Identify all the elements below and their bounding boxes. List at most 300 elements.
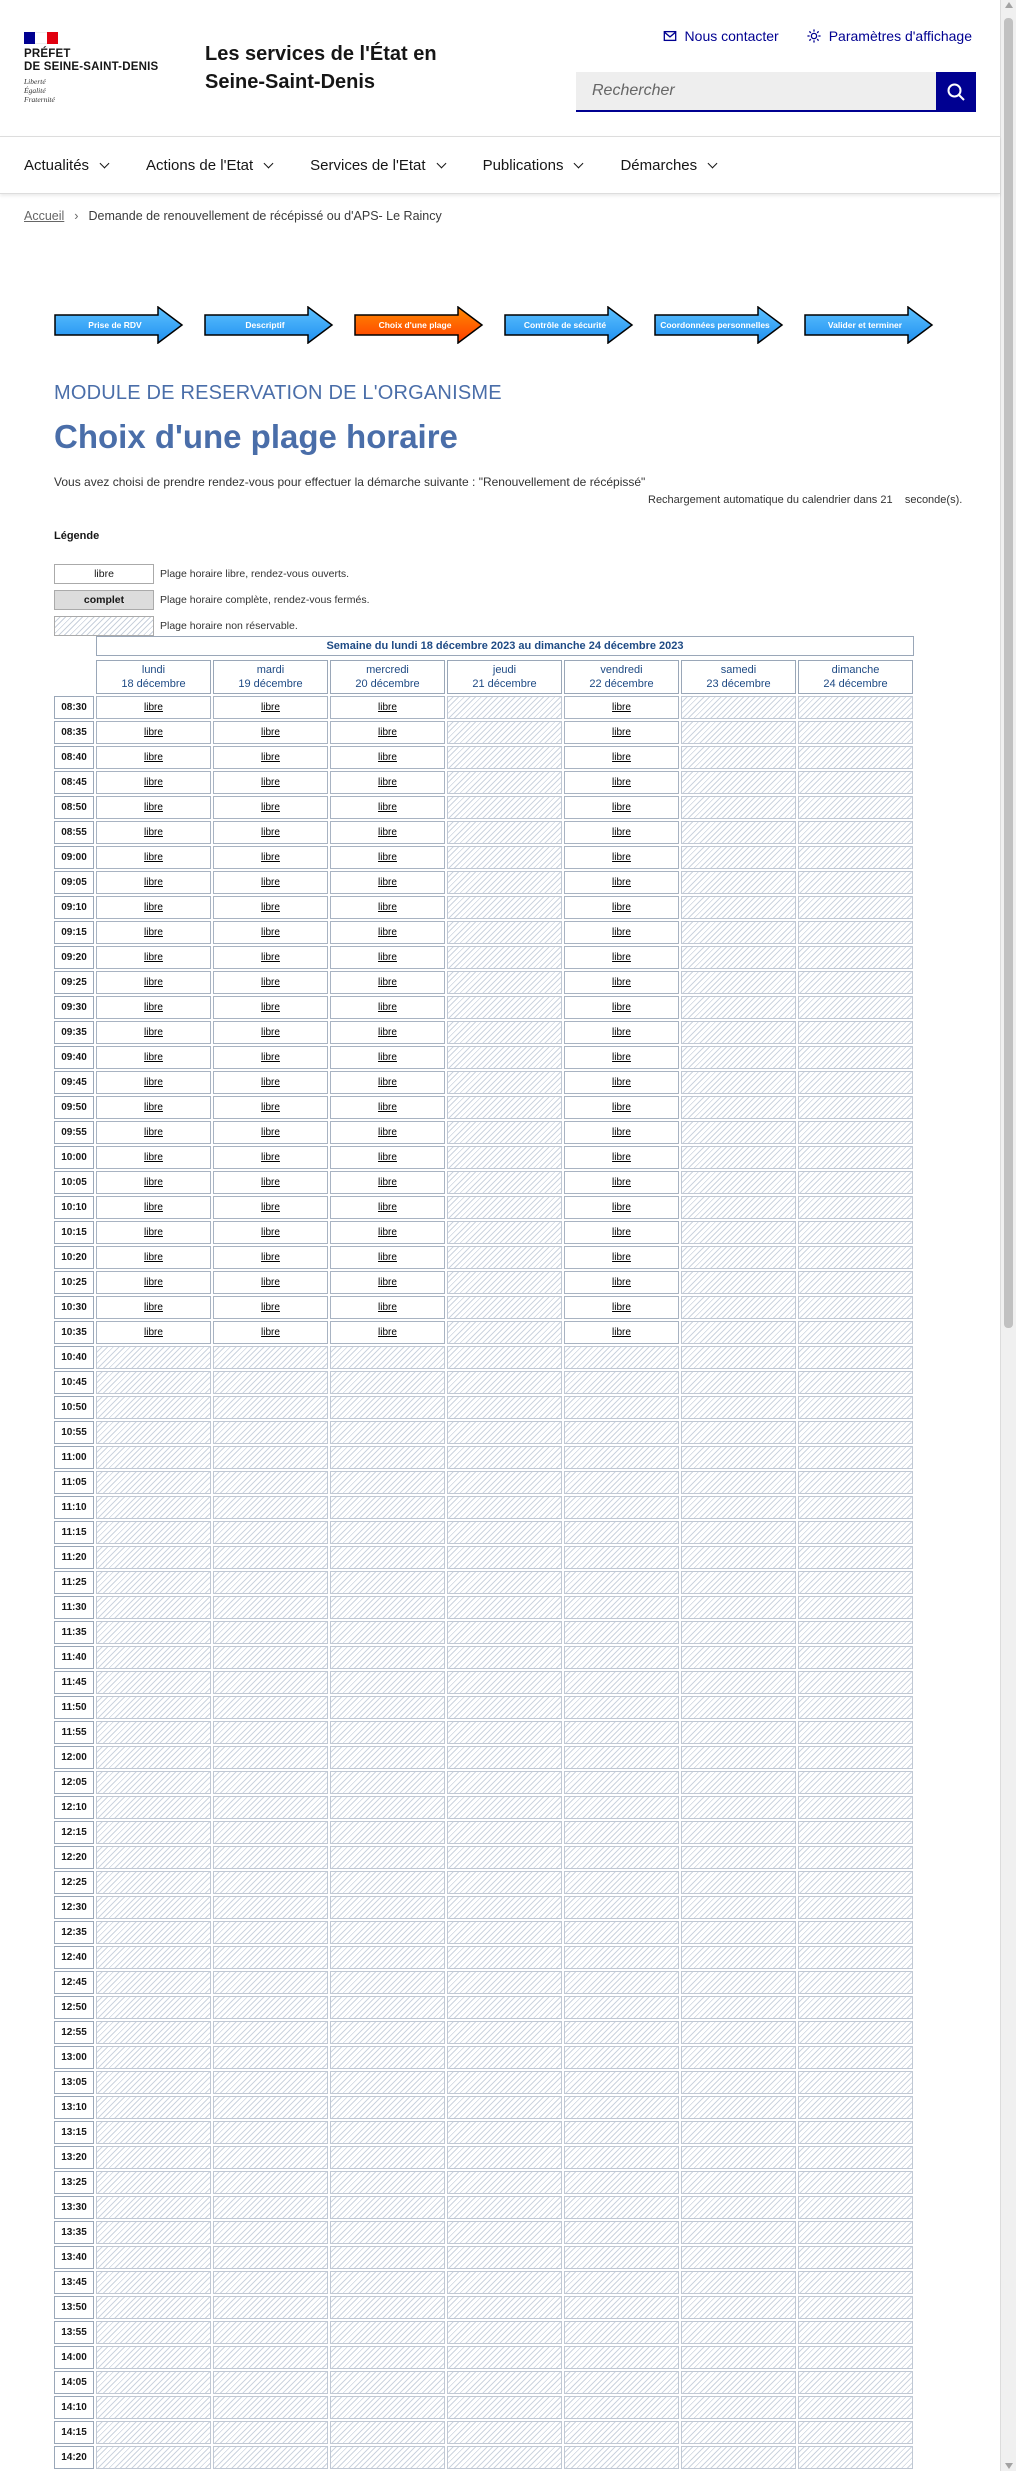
slot-unavailable: [681, 2271, 796, 2294]
calendar-row: [54, 1621, 915, 1644]
slot-link[interactable]: libre: [612, 727, 631, 738]
prefet-logo[interactable]: [24, 32, 174, 104]
slot-link[interactable]: libre: [144, 1027, 163, 1038]
header-tools: [663, 28, 972, 44]
slot-unavailable: [681, 946, 796, 969]
slot-free[interactable]: [330, 846, 445, 869]
slot-link[interactable]: libre: [261, 852, 280, 863]
slot-unavailable: [447, 1721, 562, 1744]
slot-link[interactable]: libre: [144, 1077, 163, 1088]
slot-unavailable: [447, 1321, 562, 1344]
slot-unavailable: [798, 846, 913, 869]
contact-link[interactable]: Nous contacter: [663, 28, 779, 44]
slot-link[interactable]: libre: [261, 1077, 280, 1088]
slot-free[interactable]: [213, 1246, 328, 1269]
logo-motto: Liberté Égalité Fraternité: [24, 77, 55, 104]
slot-link[interactable]: libre: [378, 1177, 397, 1188]
slot-link[interactable]: libre: [378, 1252, 397, 1263]
slot-free[interactable]: [213, 1046, 328, 1069]
calendar-row: [54, 2296, 915, 2319]
slot-free[interactable]: [564, 946, 679, 969]
slot-link[interactable]: libre: [378, 1077, 397, 1088]
slot-free[interactable]: [564, 1071, 679, 1094]
slot-link[interactable]: libre: [612, 852, 631, 863]
slot-link[interactable]: libre: [612, 927, 631, 938]
slot-free[interactable]: [564, 1221, 679, 1244]
slot-unavailable: [213, 2046, 328, 2069]
slot-link[interactable]: libre: [144, 752, 163, 763]
slot-unavailable: [213, 2396, 328, 2419]
slot-link[interactable]: libre: [261, 902, 280, 913]
slot-free[interactable]: [564, 971, 679, 994]
slot-free[interactable]: [564, 1271, 679, 1294]
slot-unavailable: [798, 1296, 913, 1319]
slot-link[interactable]: libre: [378, 1052, 397, 1063]
slot-free[interactable]: [96, 746, 211, 769]
slot-free[interactable]: [96, 1296, 211, 1319]
slot-free[interactable]: [330, 746, 445, 769]
slot-free[interactable]: [564, 1096, 679, 1119]
slot-link[interactable]: libre: [612, 977, 631, 988]
slot-free[interactable]: [96, 921, 211, 944]
scroll-up-icon[interactable]: [1005, 2, 1013, 8]
slot-link[interactable]: libre: [261, 1002, 280, 1013]
slot-unavailable: [681, 2321, 796, 2344]
slot-free[interactable]: [564, 746, 679, 769]
slot-free[interactable]: [330, 1021, 445, 1044]
slot-free[interactable]: [330, 771, 445, 794]
slot-unavailable: [330, 1521, 445, 1544]
slot-link[interactable]: libre: [261, 827, 280, 838]
slot-link[interactable]: libre: [261, 927, 280, 938]
time-label: 09:35: [54, 1021, 94, 1044]
slot-free[interactable]: [96, 696, 211, 719]
slot-link[interactable]: libre: [612, 1302, 631, 1313]
time-label: 12:40: [54, 1946, 94, 1969]
slot-unavailable: [447, 1421, 562, 1444]
slot-link[interactable]: libre: [144, 1252, 163, 1263]
slot-link[interactable]: libre: [378, 1302, 397, 1313]
slot-free[interactable]: [330, 1221, 445, 1244]
slot-link[interactable]: libre: [261, 727, 280, 738]
slot-free[interactable]: [564, 771, 679, 794]
slot-free[interactable]: [213, 1171, 328, 1194]
slot-free[interactable]: [330, 1321, 445, 1344]
slot-link[interactable]: libre: [378, 727, 397, 738]
slot-free[interactable]: [330, 896, 445, 919]
slot-link[interactable]: libre: [261, 702, 280, 713]
slot-link[interactable]: libre: [378, 702, 397, 713]
slot-link[interactable]: libre: [378, 802, 397, 813]
slot-link[interactable]: libre: [261, 802, 280, 813]
slot-link[interactable]: libre: [261, 1102, 280, 1113]
slot-link[interactable]: libre: [612, 1177, 631, 1188]
slot-link[interactable]: libre: [261, 1027, 280, 1038]
slot-unavailable: [681, 1371, 796, 1394]
slot-free[interactable]: [564, 871, 679, 894]
slot-free[interactable]: [96, 821, 211, 844]
slot-unavailable: [681, 1021, 796, 1044]
slot-free[interactable]: [564, 1196, 679, 1219]
slot-free[interactable]: [330, 721, 445, 744]
scrollbar-thumb[interactable]: [1004, 18, 1013, 1328]
slot-free[interactable]: [564, 821, 679, 844]
slot-link[interactable]: libre: [261, 1327, 280, 1338]
slot-unavailable: [96, 1896, 211, 1919]
slot-link[interactable]: libre: [612, 1227, 631, 1238]
slot-link[interactable]: libre: [144, 1277, 163, 1288]
slot-free[interactable]: [564, 696, 679, 719]
slot-link[interactable]: libre: [378, 777, 397, 788]
slot-unavailable: [681, 821, 796, 844]
slot-link[interactable]: libre: [144, 952, 163, 963]
slot-link[interactable]: libre: [378, 1127, 397, 1138]
slot-link[interactable]: libre: [261, 1202, 280, 1213]
slot-free[interactable]: [330, 1171, 445, 1194]
slot-link[interactable]: libre: [378, 952, 397, 963]
slot-link[interactable]: libre: [612, 1127, 631, 1138]
slot-link[interactable]: libre: [144, 777, 163, 788]
slot-unavailable: [564, 2346, 679, 2369]
slot-free[interactable]: [96, 1171, 211, 1194]
slot-free[interactable]: [330, 821, 445, 844]
slot-unavailable: [96, 2171, 211, 2194]
slot-free[interactable]: [213, 871, 328, 894]
slot-unavailable: [330, 2346, 445, 2369]
slot-free[interactable]: [213, 971, 328, 994]
slot-unavailable: [447, 2096, 562, 2119]
slot-link[interactable]: libre: [144, 1127, 163, 1138]
slot-free[interactable]: [213, 1121, 328, 1144]
slot-link[interactable]: libre: [144, 1152, 163, 1163]
nav-item-demarches[interactable]: Démarches: [620, 157, 716, 174]
slot-link[interactable]: libre: [144, 1102, 163, 1113]
slot-unavailable: [330, 1496, 445, 1519]
time-label: 10:25: [54, 1271, 94, 1294]
slot-link[interactable]: libre: [261, 752, 280, 763]
slot-unavailable: [681, 1996, 796, 2019]
slot-unavailable: [798, 2296, 913, 2319]
slot-link[interactable]: libre: [612, 1202, 631, 1213]
slot-free[interactable]: [96, 1321, 211, 1344]
slot-free[interactable]: [213, 696, 328, 719]
slot-unavailable: [330, 1471, 445, 1494]
slot-free[interactable]: [564, 1121, 679, 1144]
slot-free[interactable]: [213, 1096, 328, 1119]
slot-unavailable: [798, 2046, 913, 2069]
slot-free[interactable]: [96, 771, 211, 794]
legend-row-full: [54, 587, 370, 613]
slot-link[interactable]: libre: [378, 752, 397, 763]
slot-link[interactable]: libre: [378, 927, 397, 938]
slot-link[interactable]: libre: [144, 827, 163, 838]
slot-unavailable: [798, 2321, 913, 2344]
slot-free[interactable]: [330, 1296, 445, 1319]
slot-link[interactable]: libre: [378, 1102, 397, 1113]
slot-link[interactable]: libre: [144, 727, 163, 738]
slot-free[interactable]: [96, 871, 211, 894]
slot-link[interactable]: libre: [612, 1252, 631, 1263]
slot-free[interactable]: [330, 971, 445, 994]
slot-link[interactable]: libre: [612, 1277, 631, 1288]
slot-link[interactable]: libre: [612, 702, 631, 713]
nav-item-publications[interactable]: Publications: [483, 157, 583, 174]
slot-link[interactable]: libre: [612, 1152, 631, 1163]
slot-unavailable: [447, 1046, 562, 1069]
calendar-row: [54, 1796, 915, 1819]
slot-free[interactable]: [96, 971, 211, 994]
slot-link[interactable]: libre: [261, 1302, 280, 1313]
slot-free[interactable]: [564, 1296, 679, 1319]
slot-link[interactable]: libre: [144, 1052, 163, 1063]
slot-unavailable: [681, 2246, 796, 2269]
calendar-row: [54, 1871, 915, 1894]
slot-free[interactable]: [96, 1271, 211, 1294]
slot-link[interactable]: libre: [378, 1002, 397, 1013]
slot-link[interactable]: libre: [144, 802, 163, 813]
nav-item-services[interactable]: Services de l'Etat: [310, 157, 444, 174]
slot-unavailable: [798, 1721, 913, 1744]
slot-link[interactable]: libre: [144, 877, 163, 888]
slot-link[interactable]: libre: [612, 802, 631, 813]
slot-unavailable: [798, 1221, 913, 1244]
slot-link[interactable]: libre: [261, 952, 280, 963]
breadcrumb-home[interactable]: Accueil: [24, 209, 65, 223]
slot-link[interactable]: libre: [612, 952, 631, 963]
slot-link[interactable]: libre: [144, 1177, 163, 1188]
calendar-row: [54, 696, 915, 719]
slot-link[interactable]: libre: [144, 977, 163, 988]
slot-link[interactable]: libre: [378, 1027, 397, 1038]
calendar: [54, 636, 915, 2471]
slot-link[interactable]: libre: [261, 1052, 280, 1063]
slot-free[interactable]: [96, 1221, 211, 1244]
slot-free[interactable]: [96, 1146, 211, 1169]
nav-item-actualites[interactable]: Actualités: [24, 157, 108, 174]
slot-link[interactable]: libre: [144, 702, 163, 713]
slot-link[interactable]: libre: [261, 1177, 280, 1188]
slot-free[interactable]: [96, 946, 211, 969]
slot-free[interactable]: [96, 796, 211, 819]
slot-link[interactable]: libre: [612, 1052, 631, 1063]
slot-link[interactable]: libre: [612, 1002, 631, 1013]
slot-unavailable: [798, 2121, 913, 2144]
slot-free[interactable]: [564, 796, 679, 819]
slot-free[interactable]: [564, 1021, 679, 1044]
slot-link[interactable]: libre: [261, 877, 280, 888]
slot-free[interactable]: [96, 1196, 211, 1219]
slot-link[interactable]: libre: [378, 977, 397, 988]
slot-unavailable: [330, 1621, 445, 1644]
slot-free[interactable]: [213, 721, 328, 744]
slot-free[interactable]: [330, 1271, 445, 1294]
scroll-down-icon[interactable]: [1005, 2463, 1013, 2469]
slot-link[interactable]: libre: [378, 902, 397, 913]
slot-free[interactable]: [564, 1171, 679, 1194]
slot-free[interactable]: [330, 1046, 445, 1069]
slot-unavailable: [447, 2221, 562, 2244]
slot-unavailable: [96, 1971, 211, 1994]
slot-link[interactable]: libre: [378, 1327, 397, 1338]
slot-link[interactable]: libre: [261, 1127, 280, 1138]
slot-free[interactable]: [96, 1046, 211, 1069]
slot-free[interactable]: [213, 1271, 328, 1294]
slot-free[interactable]: [330, 1146, 445, 1169]
calendar-row: [54, 2146, 915, 2169]
slot-free[interactable]: [330, 796, 445, 819]
day-header: mercredi 20 décembre: [330, 660, 445, 694]
slot-free[interactable]: [96, 1246, 211, 1269]
slot-free[interactable]: [330, 1246, 445, 1269]
slot-link[interactable]: libre: [378, 827, 397, 838]
slot-link[interactable]: libre: [144, 1002, 163, 1013]
slot-unavailable: [213, 1471, 328, 1494]
slot-free[interactable]: [330, 1196, 445, 1219]
slot-link[interactable]: libre: [612, 1027, 631, 1038]
slot-free[interactable]: [213, 1196, 328, 1219]
slot-link[interactable]: libre: [144, 902, 163, 913]
slot-unavailable: [564, 1596, 679, 1619]
calendar-row: [54, 1246, 915, 1269]
slot-free[interactable]: [213, 746, 328, 769]
slot-free[interactable]: [213, 771, 328, 794]
slot-link[interactable]: libre: [612, 827, 631, 838]
slot-link[interactable]: libre: [378, 877, 397, 888]
slot-free[interactable]: [330, 871, 445, 894]
display-settings-link[interactable]: Paramètres d'affichage: [807, 28, 972, 44]
calendar-row: [54, 896, 915, 919]
slot-free[interactable]: [96, 896, 211, 919]
slot-link[interactable]: libre: [144, 1202, 163, 1213]
slot-link[interactable]: libre: [378, 1202, 397, 1213]
slot-unavailable: [681, 1871, 796, 1894]
slot-link[interactable]: libre: [261, 977, 280, 988]
time-label: 10:55: [54, 1421, 94, 1444]
slot-free[interactable]: [564, 896, 679, 919]
slot-link[interactable]: libre: [261, 1252, 280, 1263]
slot-unavailable: [447, 2346, 562, 2369]
slot-free[interactable]: [213, 896, 328, 919]
slot-link[interactable]: libre: [144, 927, 163, 938]
slot-link[interactable]: libre: [612, 1102, 631, 1113]
slot-free[interactable]: [330, 1121, 445, 1144]
slot-unavailable: [798, 1771, 913, 1794]
slot-free[interactable]: [96, 1071, 211, 1094]
slot-link[interactable]: libre: [378, 852, 397, 863]
slot-link[interactable]: libre: [612, 752, 631, 763]
nav-item-actions[interactable]: Actions de l'Etat: [146, 157, 272, 174]
slot-unavailable: [447, 1971, 562, 1994]
slot-free[interactable]: [330, 696, 445, 719]
slot-unavailable: [681, 1921, 796, 1944]
search-input[interactable]: Rechercher: [576, 72, 936, 112]
slot-free[interactable]: [213, 996, 328, 1019]
slot-link[interactable]: libre: [612, 777, 631, 788]
slot-link[interactable]: libre: [261, 1227, 280, 1238]
calendar-row: [54, 2371, 915, 2394]
slot-free[interactable]: [213, 821, 328, 844]
calendar-row: [54, 1071, 915, 1094]
slot-link[interactable]: libre: [144, 852, 163, 863]
slot-free[interactable]: [330, 946, 445, 969]
slot-free[interactable]: [213, 921, 328, 944]
slot-free[interactable]: [564, 1146, 679, 1169]
slot-link[interactable]: libre: [144, 1302, 163, 1313]
slot-unavailable: [798, 1621, 913, 1644]
slot-free[interactable]: [213, 1221, 328, 1244]
slot-unavailable: [798, 721, 913, 744]
page-scrollbar[interactable]: [1000, 0, 1016, 2471]
slot-free[interactable]: [330, 1071, 445, 1094]
slot-unavailable: [681, 846, 796, 869]
slot-link[interactable]: libre: [261, 777, 280, 788]
slot-free[interactable]: [330, 996, 445, 1019]
search-button[interactable]: [936, 72, 976, 112]
slot-link[interactable]: libre: [612, 1077, 631, 1088]
slot-free[interactable]: [564, 921, 679, 944]
slot-link[interactable]: libre: [612, 902, 631, 913]
slot-link[interactable]: libre: [261, 1277, 280, 1288]
slot-link[interactable]: libre: [612, 877, 631, 888]
slot-link[interactable]: libre: [378, 1152, 397, 1163]
slot-unavailable: [213, 2446, 328, 2469]
slot-free[interactable]: [564, 996, 679, 1019]
slot-unavailable: [681, 1896, 796, 1919]
slot-free[interactable]: [213, 1146, 328, 1169]
slot-free[interactable]: [96, 1096, 211, 1119]
slot-free[interactable]: [564, 1246, 679, 1269]
slot-link[interactable]: libre: [144, 1227, 163, 1238]
time-label: 10:50: [54, 1396, 94, 1419]
slot-unavailable: [330, 1821, 445, 1844]
time-label: 13:40: [54, 2246, 94, 2269]
site-title[interactable]: Les services de l'État en Seine-Saint-Denis: [205, 43, 437, 93]
slot-unavailable: [564, 1671, 679, 1694]
slot-free[interactable]: [96, 721, 211, 744]
slot-free[interactable]: [96, 1121, 211, 1144]
slot-free[interactable]: [213, 1296, 328, 1319]
time-label: 13:35: [54, 2221, 94, 2244]
slot-link[interactable]: libre: [144, 1327, 163, 1338]
slot-free[interactable]: [330, 1096, 445, 1119]
slot-link[interactable]: libre: [261, 1152, 280, 1163]
slot-unavailable: [564, 1521, 679, 1544]
slot-free[interactable]: [213, 1021, 328, 1044]
slot-link[interactable]: libre: [378, 1277, 397, 1288]
slot-free[interactable]: [213, 796, 328, 819]
slot-free[interactable]: [213, 846, 328, 869]
slot-unavailable: [96, 1946, 211, 1969]
slot-free[interactable]: [564, 1321, 679, 1344]
slot-unavailable: [564, 1996, 679, 2019]
slot-free[interactable]: [213, 1321, 328, 1344]
slot-free[interactable]: [213, 1071, 328, 1094]
slot-unavailable: [330, 1596, 445, 1619]
slot-link[interactable]: libre: [378, 1227, 397, 1238]
slot-free[interactable]: [330, 921, 445, 944]
slot-free[interactable]: [564, 1046, 679, 1069]
slot-free[interactable]: [96, 846, 211, 869]
slot-unavailable: [213, 1971, 328, 1994]
slot-free[interactable]: [564, 721, 679, 744]
slot-free[interactable]: [213, 946, 328, 969]
slot-unavailable: [564, 1621, 679, 1644]
calendar-row: [54, 921, 915, 944]
slot-free[interactable]: [96, 996, 211, 1019]
slot-link[interactable]: libre: [612, 1327, 631, 1338]
slot-free[interactable]: [564, 846, 679, 869]
slot-free[interactable]: [96, 1021, 211, 1044]
